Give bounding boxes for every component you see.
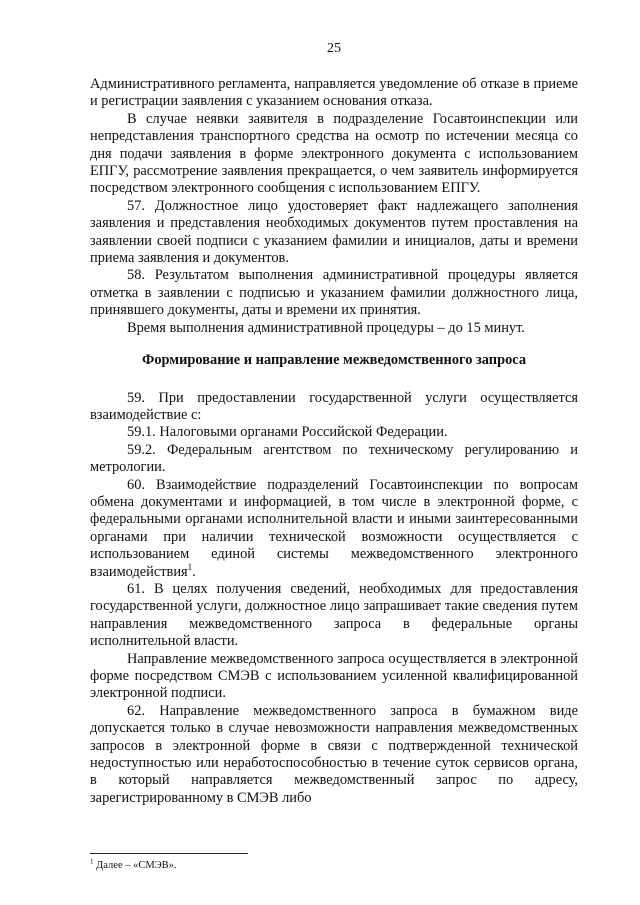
footnote-marker: 1 bbox=[90, 857, 94, 866]
paragraph-continuation: Административного регламента, направляется уведомление об отказе в приеме и регистрации заявления с указанием основания отказа. bbox=[90, 76, 578, 110]
paragraph-no-show: В случае неявки заявителя в подразделение Госавтоинспекции или непредставления транспортного средства на осмотр по истечении месяца со дня подачи заявления в форме электронного документа с использованием ЕПГУ, рассмотрение заявления прекращается, о чем заявитель информируется посредством электронного сообщения с использованием ЕПГУ. bbox=[90, 110, 578, 197]
section-heading: Формирование и направление межведомственного запроса bbox=[141, 352, 527, 369]
paragraph-58: 58. Результатом выполнения административной процедуры является отметка в заявлении с подписью и указанием фамилии должностного лица, принявшего документы, даты и времени их принятия. bbox=[90, 267, 578, 319]
paragraph-60-tail: . bbox=[192, 563, 196, 580]
paragraph-61: 61. В целях получения сведений, необходимых для предоставления государственной услуги, должностное лицо запрашивает такие сведения путем направления межведомственного запроса в федеральные органы исполнительной власти. bbox=[90, 580, 578, 650]
paragraph-60 bbox=[90, 477, 578, 581]
page-number: 25 bbox=[327, 41, 341, 56]
paragraph-59: 59. При предоставлении государственной услуги осуществляется взаимодействие с: bbox=[90, 389, 578, 423]
paragraph-time-limit: Время выполнения административной процедуры – до 15 минут. bbox=[127, 319, 525, 336]
paragraph-60-text: 60. Взаимодействие подразделений Госавтоинспекции по вопросам обмена документами и информацией, в том числе в электронной форме, с федеральными органами исполнительной власти и иными заинтересованными органами при наличии технической возможности осуществляется с использованием единой системы межведомственного электронного взаимодействия bbox=[90, 476, 578, 580]
paragraph-61-b: Направление межведомственного запроса осуществляется в электронной форме посредством СМЭВ с использованием усиленной квалифицированной электронной подписи. bbox=[90, 650, 578, 702]
footnote-divider bbox=[90, 853, 248, 854]
paragraph-59-2: 59.2. Федеральным агентством по техническому регулированию и метрологии. bbox=[90, 441, 578, 476]
footnote-reference: 1 bbox=[187, 561, 193, 572]
footnote bbox=[90, 859, 177, 872]
paragraph-57: 57. Должностное лицо удостоверяет факт надлежащего заполнения заявления и представления необходимых документов путем проставления на заявлении своей подписи с указанием фамилии и инициалов, даты и времени приема заявления и документов. bbox=[90, 197, 578, 267]
paragraph-62: 62. Направление межведомственного запроса в бумажном виде допускается только в случае невозможности направления межведомственных запросов в электронной форме в связи с подтвержденной технической недоступностью или неработоспособностью в течение суток сервисов органа, в который направляется межведомственный запрос по адресу, зарегистрированному в СМЭВ либо bbox=[90, 702, 578, 806]
footnote-text: Далее – «СМЭВ». bbox=[93, 860, 177, 871]
paragraph-59-1: 59.1. Налоговыми органами Российской Федерации. bbox=[127, 424, 448, 441]
